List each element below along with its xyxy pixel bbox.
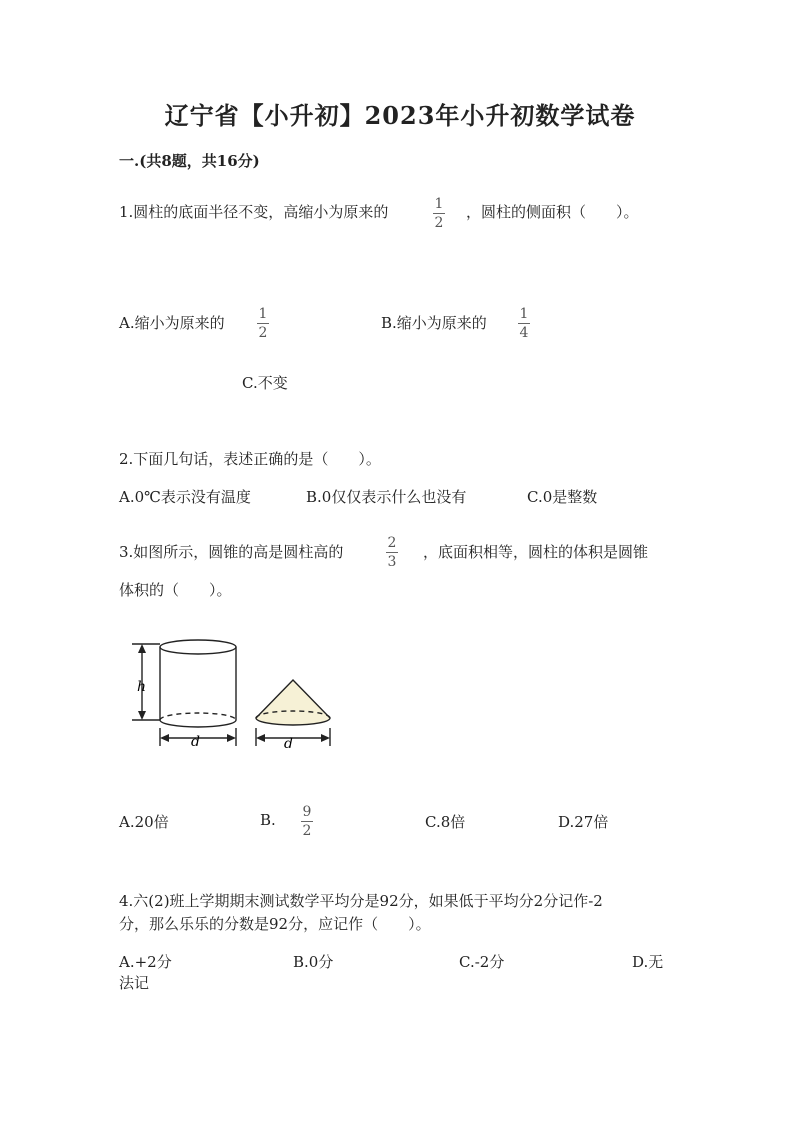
q1-option-a-num: 1 (258, 306, 268, 322)
q4-option-d-part2: 法记 (119, 974, 150, 992)
q1-option-a-den: 2 (258, 325, 268, 341)
q3-option-b-fraction (301, 804, 313, 839)
q4-option-d-part1: D.无 (632, 953, 664, 971)
cone (256, 680, 330, 725)
q4-option-b: B.0分 (293, 953, 334, 971)
q3-fraction-den: 3 (387, 554, 397, 570)
q3-option-b-num: 9 (302, 804, 312, 820)
q1-fraction (433, 196, 445, 231)
q3-option-a: A.20倍 (119, 813, 169, 831)
q1-option-b-num: 1 (519, 306, 529, 322)
q4-stem-line2: 分，那么乐乐的分数是92分，应记作（ ）。 (119, 915, 431, 933)
q2-stem: 2.下面几句话，表述正确的是（ ）。 (119, 450, 381, 468)
fraction-bar (433, 213, 445, 214)
q1-fraction-num: 1 (434, 196, 444, 212)
cylinder-diameter-label: d (191, 734, 200, 750)
fraction-bar (518, 323, 530, 324)
cylinder-cone-figure (120, 636, 345, 758)
q1-option-c: C.不变 (242, 374, 288, 392)
q1-option-b-den: 4 (519, 325, 529, 341)
cone-diameter-label: d (284, 736, 293, 752)
q1-stem-part1: 1.圆柱的底面半径不变，高缩小为原来的 (119, 203, 389, 221)
height-label: h (137, 679, 147, 695)
q1-option-b-fraction (518, 306, 530, 341)
q1-option-a-fraction (257, 306, 269, 341)
q1-option-a: A.缩小为原来的 (119, 314, 225, 332)
fraction-bar (257, 323, 269, 324)
fraction-bar (301, 821, 313, 822)
q4-option-c: C.-2分 (459, 953, 505, 971)
section-heading: 一.(共8题，共16分) (119, 152, 260, 170)
q1-fraction-den: 2 (434, 215, 444, 231)
q4-stem-line1: 4.六(2)班上学期期末测试数学平均分是92分，如果低于平均分2分记作-2 (119, 892, 603, 910)
page-title: 辽宁省【小升初】2023年小升初数学试卷 (164, 101, 636, 130)
q3-option-c: C.8倍 (425, 813, 466, 831)
q3-stem-part3: 体积的（ ）。 (119, 581, 232, 599)
cone-diameter-arrow (256, 728, 330, 746)
q2-option-c: C.0是整数 (527, 488, 598, 506)
q1-stem-part2: ，圆柱的侧面积（ ）。 (466, 203, 639, 221)
q2-option-b: B.0仅仅表示什么也没有 (306, 488, 467, 506)
q3-stem-part2: ，底面积相等，圆柱的体积是圆锥 (423, 543, 649, 561)
q3-fraction-num: 2 (387, 535, 397, 551)
q1-option-b: B.缩小为原来的 (381, 314, 487, 332)
q3-option-d: D.27倍 (558, 813, 609, 831)
q3-option-b: B. (260, 811, 276, 829)
q2-option-a: A.0℃表示没有温度 (119, 488, 251, 506)
q4-option-a: A.+2分 (119, 953, 172, 971)
q3-option-b-den: 2 (302, 823, 312, 839)
fraction-bar (386, 552, 398, 553)
q3-stem-part1: 3.如图所示，圆锥的高是圆柱高的 (119, 543, 344, 561)
q3-fraction (386, 535, 398, 570)
cylinder (160, 640, 236, 727)
